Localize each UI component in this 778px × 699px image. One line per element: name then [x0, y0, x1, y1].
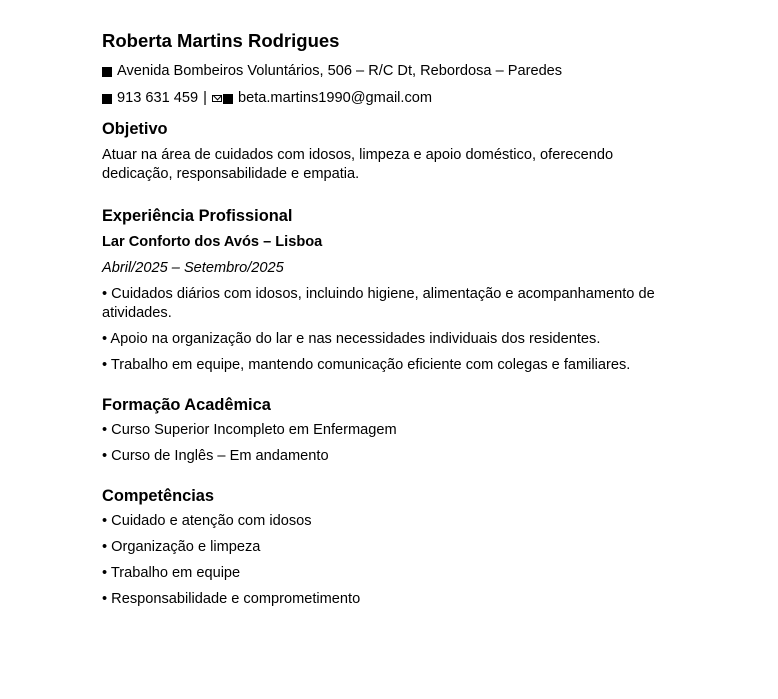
job-employer: Lar Conforto dos Avós – Lisboa [102, 234, 323, 250]
job-bullet: • Trabalho em equipe, mantendo comunicação eficiente com colegas e familiares. [102, 357, 631, 373]
resume-name: Roberta Martins Rodrigues [102, 30, 340, 51]
skill-item: • Responsabilidade e comprometimento [102, 591, 361, 607]
job-bullet: • Apoio na organização do lar e nas necessidades individuais dos residentes. [102, 331, 601, 347]
job-dates: Abril/2025 – Setembro/2025 [102, 260, 284, 276]
education-heading: Formação Acadêmica [102, 396, 271, 414]
resume-page [102, 29, 682, 609]
address-line [102, 62, 682, 81]
email-square-icon [223, 94, 233, 104]
envelope-icon [212, 95, 222, 102]
address-text: Avenida Bombeiros Voluntários, 506 – R/C Dt, Rebordosa – Paredes [117, 63, 563, 79]
education-item: • Curso de Inglês – Em andamento [102, 448, 329, 464]
skill-item: • Cuidado e atenção com idosos [102, 513, 312, 529]
phone-text: 913 631 459 [117, 90, 199, 106]
address-square-icon [102, 67, 112, 77]
job-bullet: • Cuidados diários com idosos, incluindo higiene, alimentação e acompanhamento de atividades. [102, 286, 655, 321]
education-item: • Curso Superior Incompleto em Enfermagem [102, 422, 397, 438]
skill-item: • Organização e limpeza [102, 539, 261, 555]
skills-heading: Competências [102, 487, 215, 505]
skill-item: • Trabalho em equipe [102, 565, 241, 581]
experience-heading: Experiência Profissional [102, 207, 293, 225]
phone-email-line [102, 89, 682, 108]
phone-square-icon [102, 94, 112, 104]
objective-text: Atuar na área de cuidados com idosos, limpeza e apoio doméstico, oferecendo dedicação, responsabilidade e empatia. [102, 147, 614, 182]
email-text: beta.martins1990@gmail.com [237, 90, 433, 106]
objective-heading: Objetivo [102, 120, 168, 138]
contact-separator: | [203, 90, 207, 106]
